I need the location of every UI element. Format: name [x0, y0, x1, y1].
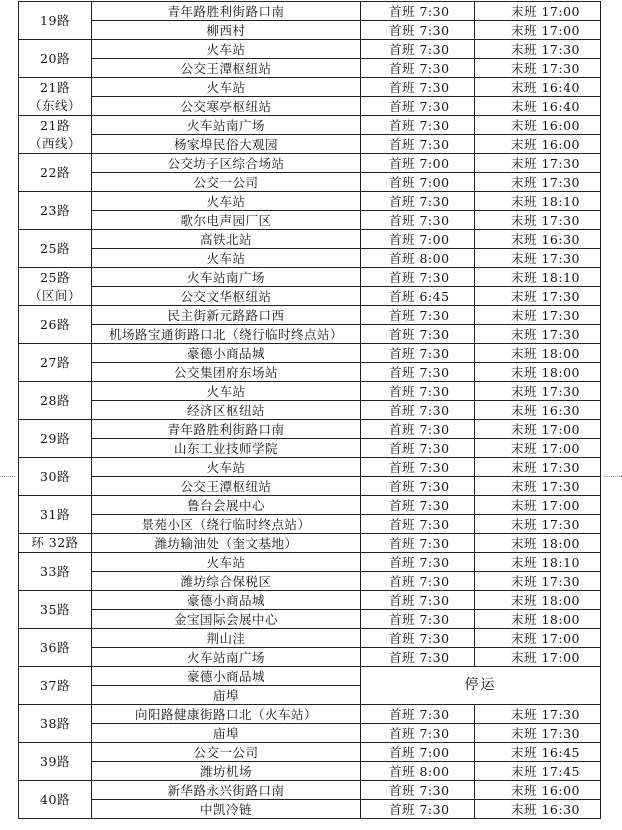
table-row	[19, 21, 601, 40]
table-row	[19, 439, 601, 458]
last-bus-time-cell: 末班 17:45	[475, 762, 601, 781]
stop-name-cell: 庙埠	[92, 724, 361, 743]
stop-name-cell: 歌尔电声园厂区	[92, 211, 361, 230]
last-bus-time-cell: 末班 17:30	[475, 705, 601, 724]
table-row	[19, 724, 601, 743]
last-bus-time-cell: 末班 17:30	[475, 572, 601, 591]
route-number-cell: 29路	[19, 420, 92, 458]
route-number-cell: 21路 （西线）	[19, 116, 92, 154]
last-bus-time-cell: 末班 17:30	[475, 306, 601, 325]
table-row	[19, 496, 601, 515]
first-bus-time-cell: 首班 7:30	[361, 135, 475, 154]
last-bus-time-cell: 末班 16:30	[475, 401, 601, 420]
table-row	[19, 534, 601, 553]
stop-name-cell: 新华路永兴街路口南	[92, 781, 361, 800]
right-dotted-divider	[604, 476, 622, 477]
last-bus-time-cell: 末班 18:00	[475, 344, 601, 363]
stop-name-cell: 公交坊子区综合场站	[92, 154, 361, 173]
first-bus-time-cell: 首班 7:30	[361, 705, 475, 724]
stop-name-cell: 公交寒亭枢纽站	[92, 97, 361, 116]
last-bus-time-cell: 末班 16:00	[475, 116, 601, 135]
table-row	[19, 743, 601, 762]
first-bus-time-cell: 首班 7:00	[361, 173, 475, 192]
route-number-cell: 25路	[19, 230, 92, 268]
first-bus-time-cell: 首班 7:00	[361, 154, 475, 173]
route-number-cell: 33路	[19, 553, 92, 591]
last-bus-time-cell: 末班 17:30	[475, 382, 601, 401]
table-row	[19, 382, 601, 401]
last-bus-time-cell: 末班 18:10	[475, 553, 601, 572]
table-row	[19, 116, 601, 135]
first-bus-time-cell: 首班 7:30	[361, 591, 475, 610]
stop-name-cell: 青年路胜利街路口南	[92, 2, 361, 21]
last-bus-time-cell: 末班 17:00	[475, 420, 601, 439]
table-row	[19, 230, 601, 249]
first-bus-time-cell: 首班 7:30	[361, 344, 475, 363]
table-row	[19, 629, 601, 648]
route-number-cell: 28路	[19, 382, 92, 420]
first-bus-time-cell: 首班 7:30	[361, 572, 475, 591]
last-bus-time-cell: 末班 18:00	[475, 610, 601, 629]
route-number-cell: 40路	[19, 781, 92, 819]
stop-name-cell: 公交集团府东场站	[92, 363, 361, 382]
first-bus-time-cell: 首班 7:30	[361, 363, 475, 382]
table-row	[19, 591, 601, 610]
first-bus-time-cell: 首班 6:45	[361, 287, 475, 306]
stop-name-cell: 景苑小区（绕行临时终点站）	[92, 515, 361, 534]
last-bus-time-cell: 末班 18:00	[475, 363, 601, 382]
table-row	[19, 458, 601, 477]
first-bus-time-cell: 首班 7:30	[361, 648, 475, 667]
first-bus-time-cell: 首班 7:30	[361, 268, 475, 287]
first-bus-time-cell: 首班 7:00	[361, 743, 475, 762]
first-bus-time-cell: 首班 7:30	[361, 724, 475, 743]
table-row	[19, 667, 601, 686]
route-number-cell: 19路	[19, 2, 92, 40]
table-row	[19, 648, 601, 667]
route-number-cell: 22路	[19, 154, 92, 192]
first-bus-time-cell: 首班 7:30	[361, 325, 475, 344]
table-row	[19, 249, 601, 268]
route-number-cell: 36路	[19, 629, 92, 667]
left-dotted-divider	[0, 476, 15, 477]
first-bus-time-cell: 首班 7:30	[361, 553, 475, 572]
stop-name-cell: 庙埠	[92, 686, 361, 705]
schedule-body	[19, 2, 601, 819]
last-bus-time-cell: 末班 18:10	[475, 268, 601, 287]
stop-name-cell: 柳西村	[92, 21, 361, 40]
table-row	[19, 781, 601, 800]
table-row	[19, 363, 601, 382]
first-bus-time-cell: 首班 7:30	[361, 477, 475, 496]
last-bus-time-cell: 末班 16:00	[475, 135, 601, 154]
stop-name-cell: 火车站	[92, 249, 361, 268]
last-bus-time-cell: 末班 17:30	[475, 458, 601, 477]
table-row	[19, 610, 601, 629]
stop-name-cell: 民主街新元路路口西	[92, 306, 361, 325]
stop-name-cell: 火车站	[92, 458, 361, 477]
last-bus-time-cell: 末班 17:30	[475, 154, 601, 173]
last-bus-time-cell: 末班 17:30	[475, 325, 601, 344]
first-bus-time-cell: 首班 7:30	[361, 629, 475, 648]
table-row	[19, 173, 601, 192]
first-bus-time-cell: 首班 7:30	[361, 610, 475, 629]
stop-name-cell: 向阳路健康街路口北（火车站）	[92, 705, 361, 724]
table-row	[19, 135, 601, 154]
last-bus-time-cell: 末班 17:30	[475, 40, 601, 59]
stop-name-cell: 豪德小商品城	[92, 667, 361, 686]
last-bus-time-cell: 末班 16:45	[475, 743, 601, 762]
first-bus-time-cell: 首班 7:30	[361, 306, 475, 325]
last-bus-time-cell: 末班 17:00	[475, 629, 601, 648]
first-bus-time-cell: 首班 7:30	[361, 59, 475, 78]
stop-name-cell: 火车站	[92, 78, 361, 97]
stop-name-cell: 火车站	[92, 192, 361, 211]
first-bus-time-cell: 首班 7:30	[361, 192, 475, 211]
table-row	[19, 420, 601, 439]
table-row	[19, 59, 601, 78]
last-bus-time-cell: 末班 17:30	[475, 249, 601, 268]
route-number-cell: 23路	[19, 192, 92, 230]
first-bus-time-cell: 首班 7:30	[361, 496, 475, 515]
stop-name-cell: 潍坊机场	[92, 762, 361, 781]
table-row	[19, 2, 601, 21]
stop-name-cell: 公交王潭枢纽站	[92, 477, 361, 496]
stop-name-cell: 潍坊输油处（奎文基地）	[92, 534, 361, 553]
last-bus-time-cell: 末班 18:00	[475, 534, 601, 553]
stop-name-cell: 潍坊综合保税区	[92, 572, 361, 591]
stop-name-cell: 公交一公司	[92, 743, 361, 762]
table-row	[19, 401, 601, 420]
first-bus-time-cell: 首班 7:30	[361, 211, 475, 230]
first-bus-time-cell: 首班 7:00	[361, 230, 475, 249]
stop-name-cell: 公交一公司	[92, 173, 361, 192]
route-number-cell: 25路 （区间）	[19, 268, 92, 306]
stop-name-cell: 杨家埠民俗大观园	[92, 135, 361, 154]
route-number-cell: 30路	[19, 458, 92, 496]
route-number-cell: 20路	[19, 40, 92, 78]
bus-schedule-table	[18, 1, 601, 819]
table-row	[19, 705, 601, 724]
stop-name-cell: 青年路胜利街路口南	[92, 420, 361, 439]
stop-name-cell: 经济区枢纽站	[92, 401, 361, 420]
stop-name-cell: 豪德小商品城	[92, 591, 361, 610]
route-number-cell: 37路	[19, 667, 92, 705]
stop-name-cell: 机场路宝通街路口北（绕行临时终点站）	[92, 325, 361, 344]
first-bus-time-cell: 首班 7:30	[361, 116, 475, 135]
table-row	[19, 572, 601, 591]
first-bus-time-cell: 首班 7:30	[361, 439, 475, 458]
last-bus-time-cell: 末班 16:30	[475, 800, 601, 819]
first-bus-time-cell: 首班 7:30	[361, 515, 475, 534]
last-bus-time-cell: 末班 17:30	[475, 515, 601, 534]
stop-name-cell: 金宝国际会展中心	[92, 610, 361, 629]
first-bus-time-cell: 首班 7:30	[361, 2, 475, 21]
route-number-cell: 21路 （东线）	[19, 78, 92, 116]
stop-name-cell: 中凯冷链	[92, 800, 361, 819]
stop-name-cell: 高铁北站	[92, 230, 361, 249]
route-number-cell: 27路	[19, 344, 92, 382]
table-row	[19, 211, 601, 230]
table-row	[19, 154, 601, 173]
first-bus-time-cell: 首班 8:00	[361, 249, 475, 268]
last-bus-time-cell: 末班 17:30	[475, 211, 601, 230]
stop-name-cell: 火车站	[92, 382, 361, 401]
table-row	[19, 287, 601, 306]
table-row	[19, 268, 601, 287]
stop-name-cell: 豪德小商品城	[92, 344, 361, 363]
first-bus-time-cell: 首班 7:30	[361, 800, 475, 819]
table-row	[19, 344, 601, 363]
last-bus-time-cell: 末班 17:00	[475, 2, 601, 21]
table-row	[19, 78, 601, 97]
table-row	[19, 325, 601, 344]
first-bus-time-cell: 首班 7:30	[361, 78, 475, 97]
table-row	[19, 515, 601, 534]
last-bus-time-cell: 末班 17:30	[475, 59, 601, 78]
stop-name-cell: 公交文华枢纽站	[92, 287, 361, 306]
suspended-status-cell: 停运	[361, 667, 601, 705]
last-bus-time-cell: 末班 17:30	[475, 173, 601, 192]
table-row	[19, 553, 601, 572]
table-row	[19, 762, 601, 781]
stop-name-cell: 火车站	[92, 40, 361, 59]
route-number-cell: 35路	[19, 591, 92, 629]
table-row	[19, 306, 601, 325]
first-bus-time-cell: 首班 7:30	[361, 97, 475, 116]
stop-name-cell: 公交王潭枢纽站	[92, 59, 361, 78]
last-bus-time-cell: 末班 17:30	[475, 724, 601, 743]
first-bus-time-cell: 首班 7:30	[361, 781, 475, 800]
table-row	[19, 192, 601, 211]
last-bus-time-cell: 末班 17:30	[475, 477, 601, 496]
last-bus-time-cell: 末班 16:40	[475, 97, 601, 116]
first-bus-time-cell: 首班 7:30	[361, 420, 475, 439]
stop-name-cell: 火车站南广场	[92, 116, 361, 135]
route-number-cell: 31路	[19, 496, 92, 534]
last-bus-time-cell: 末班 17:00	[475, 21, 601, 40]
table-row	[19, 800, 601, 819]
last-bus-time-cell: 末班 17:00	[475, 648, 601, 667]
table-row	[19, 477, 601, 496]
stop-name-cell: 山东工业技师学院	[92, 439, 361, 458]
first-bus-time-cell: 首班 7:30	[361, 382, 475, 401]
stop-name-cell: 荆山洼	[92, 629, 361, 648]
last-bus-time-cell: 末班 16:00	[475, 781, 601, 800]
route-number-cell: 39路	[19, 743, 92, 781]
first-bus-time-cell: 首班 8:00	[361, 762, 475, 781]
table-row	[19, 97, 601, 116]
first-bus-time-cell: 首班 7:30	[361, 458, 475, 477]
first-bus-time-cell: 首班 7:30	[361, 401, 475, 420]
last-bus-time-cell: 末班 17:00	[475, 439, 601, 458]
stop-name-cell: 火车站南广场	[92, 648, 361, 667]
stop-name-cell: 火车站	[92, 553, 361, 572]
last-bus-time-cell: 末班 16:40	[475, 78, 601, 97]
stop-name-cell: 火车站南广场	[92, 268, 361, 287]
last-bus-time-cell: 末班 17:00	[475, 496, 601, 515]
last-bus-time-cell: 末班 18:00	[475, 591, 601, 610]
last-bus-time-cell: 末班 16:30	[475, 230, 601, 249]
stop-name-cell: 鲁台会展中心	[92, 496, 361, 515]
first-bus-time-cell: 首班 7:30	[361, 40, 475, 59]
route-number-cell: 38路	[19, 705, 92, 743]
first-bus-time-cell: 首班 7:30	[361, 534, 475, 553]
first-bus-time-cell: 首班 7:30	[361, 21, 475, 40]
last-bus-time-cell: 末班 17:30	[475, 287, 601, 306]
route-number-cell: 26路	[19, 306, 92, 344]
route-number-cell: 环 32路	[19, 534, 92, 553]
table-row	[19, 40, 601, 59]
last-bus-time-cell: 末班 18:10	[475, 192, 601, 211]
